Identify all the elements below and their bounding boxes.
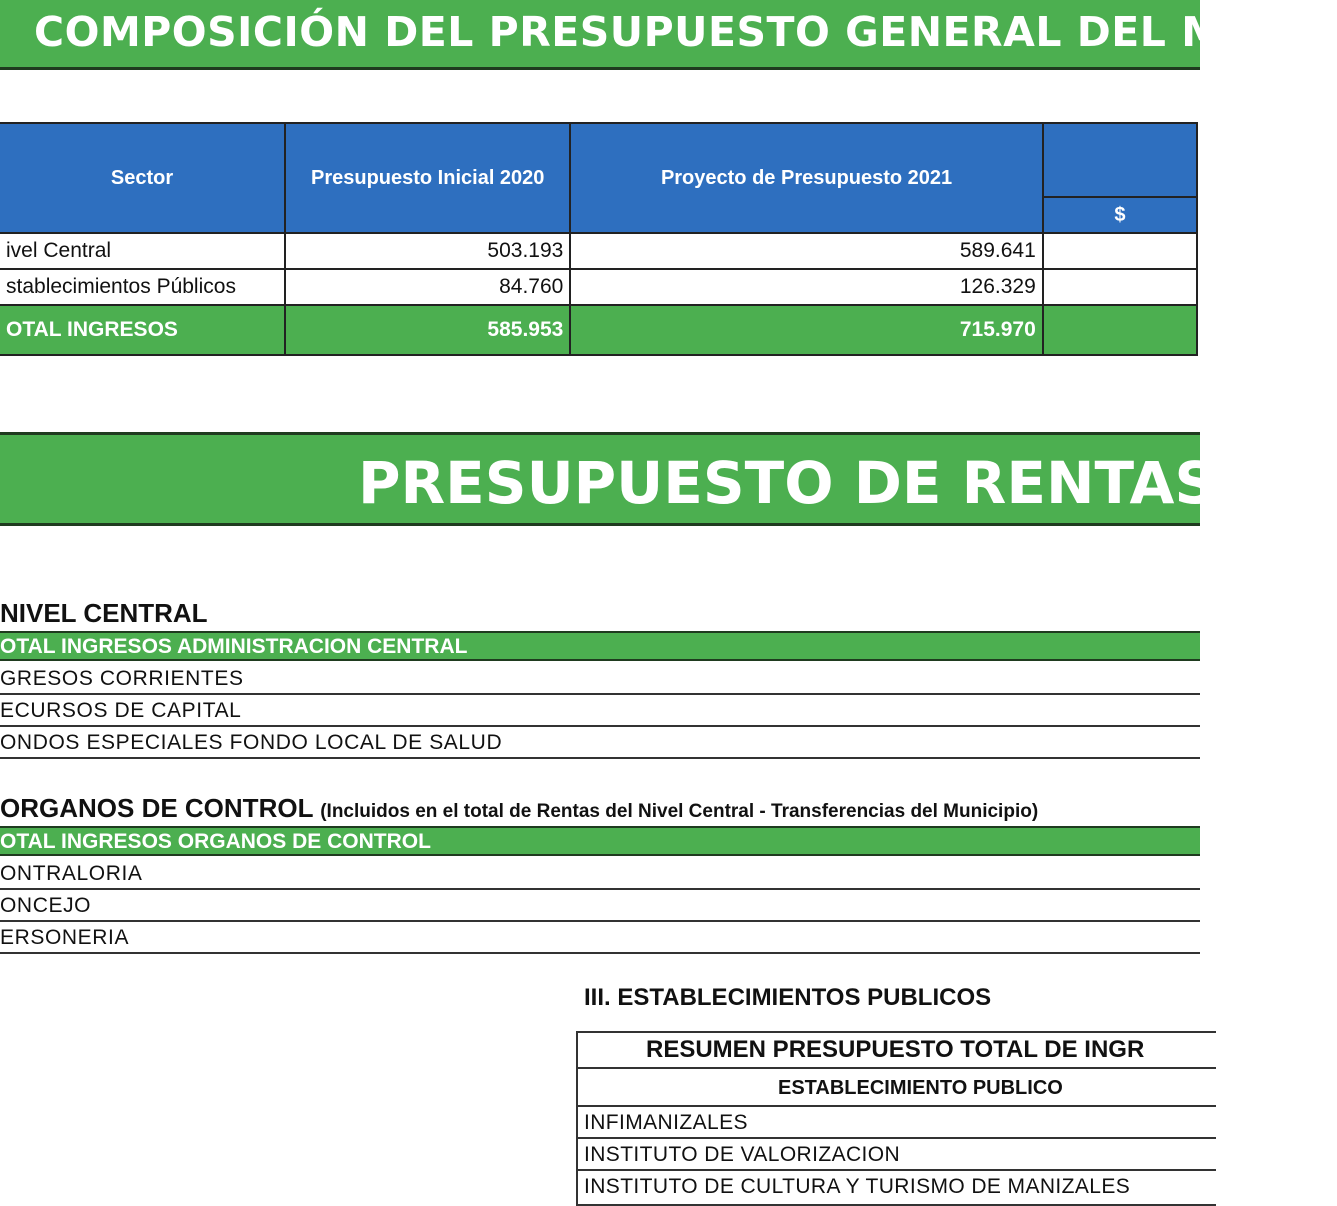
initial-2020-cell: 84.760 bbox=[285, 269, 570, 305]
table-row: INFIMANIZALES bbox=[576, 1107, 1216, 1139]
total-initial-2020: 585.953 bbox=[285, 305, 570, 355]
header-sector: Sector bbox=[0, 123, 285, 233]
establecimientos-column-header: ESTABLECIMIENTO PUBLICO bbox=[576, 1069, 1216, 1107]
project-2021-cell: 126.329 bbox=[570, 269, 1042, 305]
list-item: ONCEJO bbox=[0, 890, 1200, 922]
sector-cell: ivel Central bbox=[0, 233, 285, 269]
variation-cell bbox=[1043, 269, 1197, 305]
initial-2020-cell: 503.193 bbox=[285, 233, 570, 269]
page-title-banner bbox=[0, 0, 1337, 70]
list-item: ERSONERIA bbox=[0, 922, 1200, 954]
organos-control-title: ORGANOS DE CONTROL bbox=[0, 793, 313, 823]
section-banner bbox=[0, 432, 1217, 526]
total-variation bbox=[1043, 305, 1197, 355]
total-project-2021: 715.970 bbox=[570, 305, 1042, 355]
table-row: INSTITUTO DE VALORIZACION bbox=[576, 1139, 1216, 1171]
header-currency: $ bbox=[1043, 197, 1197, 233]
list-item: ONDOS ESPECIALES FONDO LOCAL DE SALUD bbox=[0, 727, 1200, 759]
header-variation bbox=[1043, 123, 1197, 197]
establecimientos-summary-title: RESUMEN PRESUPUESTO TOTAL DE INGR bbox=[576, 1031, 1216, 1069]
organos-control-heading bbox=[0, 793, 1038, 824]
header-initial-2020: Presupuesto Inicial 2020 bbox=[285, 123, 570, 233]
variation-cell bbox=[1043, 233, 1197, 269]
list-item: ECURSOS DE CAPITAL bbox=[0, 695, 1200, 727]
nivel-central-total-bar: OTAL INGRESOS ADMINISTRACION CENTRAL bbox=[0, 631, 1200, 661]
table-total-row bbox=[0, 305, 1197, 355]
table-row: INSTITUTO DE CULTURA Y TURISMO DE MANIZALES bbox=[584, 1175, 1131, 1198]
table-row bbox=[0, 233, 1197, 269]
page-title: COMPOSICIÓN DEL PRESUPUESTO GENERAL DEL MUNIC bbox=[34, 8, 1337, 56]
section-banner-title: PRESUPUESTO DE RENTAS bbox=[358, 449, 1217, 517]
table-row bbox=[0, 269, 1197, 305]
establecimientos-title: III. ESTABLECIMIENTOS PUBLICOS bbox=[584, 984, 992, 1011]
total-label: OTAL INGRESOS bbox=[0, 305, 285, 355]
organos-control-total-bar: OTAL INGRESOS ORGANOS DE CONTROL bbox=[0, 826, 1200, 856]
project-2021-cell: 589.641 bbox=[570, 233, 1042, 269]
sector-cell: stablecimientos Públicos bbox=[0, 269, 285, 305]
budget-composition-table bbox=[0, 122, 1198, 356]
header-project-2021: Proyecto de Presupuesto 2021 bbox=[570, 123, 1042, 233]
list-item: ONTRALORIA bbox=[0, 858, 1200, 890]
organos-control-note: (Incluidos en el total de Rentas del Nivel Central - Transferencias del Municipio) bbox=[320, 801, 1039, 822]
nivel-central-title: NIVEL CENTRAL bbox=[0, 598, 208, 628]
list-item: GRESOS CORRIENTES bbox=[0, 663, 1200, 695]
